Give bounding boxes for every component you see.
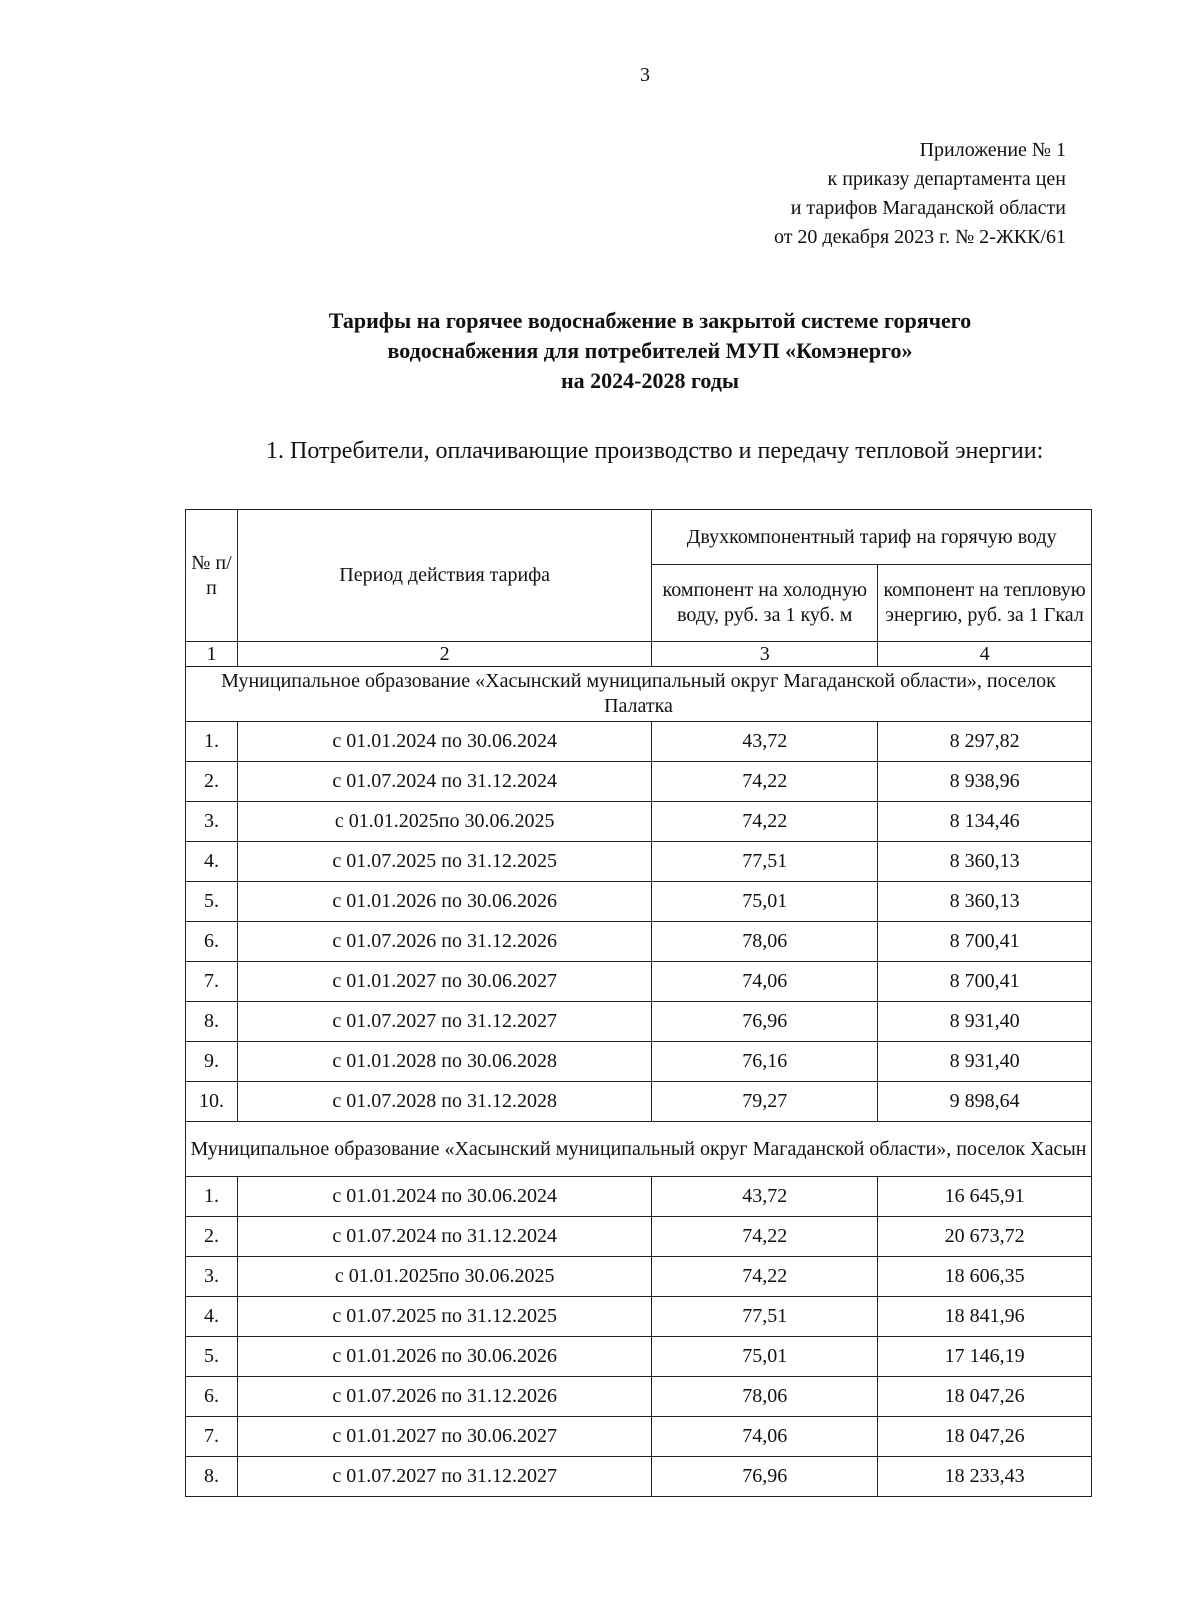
cold-water-value: 77,51 bbox=[652, 1297, 878, 1337]
heat-energy-value: 16 645,91 bbox=[878, 1177, 1092, 1217]
cold-water-value: 76,96 bbox=[652, 1002, 878, 1042]
section-row bbox=[186, 1122, 1092, 1177]
tariff-period: с 01.07.2027 по 31.12.2027 bbox=[237, 1457, 651, 1497]
row-number: 1. bbox=[186, 1177, 238, 1217]
row-number: 5. bbox=[186, 882, 238, 922]
row-number: 3. bbox=[186, 1257, 238, 1297]
cold-water-value: 74,22 bbox=[652, 762, 878, 802]
header-cold-water: компонент на холодную воду, руб. за 1 куб. м bbox=[652, 565, 878, 642]
table-header-row bbox=[186, 510, 1092, 565]
appendix-line: и тарифов Магаданской области bbox=[790, 197, 1066, 219]
table-row bbox=[186, 722, 1092, 762]
heat-energy-value: 8 297,82 bbox=[878, 722, 1092, 762]
heat-energy-value: 8 360,13 bbox=[878, 882, 1092, 922]
document-title bbox=[200, 306, 1100, 396]
header-period: Период действия тарифа bbox=[237, 510, 651, 642]
row-number: 4. bbox=[186, 1297, 238, 1337]
heat-energy-value: 17 146,19 bbox=[878, 1337, 1092, 1377]
heat-energy-value: 18 047,26 bbox=[878, 1377, 1092, 1417]
table-row bbox=[186, 1082, 1092, 1122]
cold-water-value: 75,01 bbox=[652, 1337, 878, 1377]
header-heat-energy: компонент на тепловую энергию, руб. за 1 Гкал bbox=[878, 565, 1092, 642]
page-number: 3 bbox=[640, 64, 650, 86]
appendix-block bbox=[686, 136, 1066, 252]
table-row bbox=[186, 1297, 1092, 1337]
tariff-period: с 01.01.2027 по 30.06.2027 bbox=[237, 1417, 651, 1457]
cold-water-value: 76,16 bbox=[652, 1042, 878, 1082]
heat-energy-value: 8 938,96 bbox=[878, 762, 1092, 802]
table-row bbox=[186, 1337, 1092, 1377]
heat-energy-value: 8 360,13 bbox=[878, 842, 1092, 882]
cold-water-value: 74,06 bbox=[652, 962, 878, 1002]
cold-water-value: 74,22 bbox=[652, 1257, 878, 1297]
header-two-component: Двухкомпонентный тариф на горячую воду bbox=[652, 510, 1092, 565]
table-row bbox=[186, 962, 1092, 1002]
tariff-period: с 01.01.2026 по 30.06.2026 bbox=[237, 882, 651, 922]
column-number: 1 bbox=[186, 642, 238, 667]
title-line: Тарифы на горячее водоснабжение в закрытой системе горячего bbox=[328, 308, 972, 333]
cold-water-value: 79,27 bbox=[652, 1082, 878, 1122]
row-number: 10. bbox=[186, 1082, 238, 1122]
table-row bbox=[186, 802, 1092, 842]
tariff-period: с 01.07.2026 по 31.12.2026 bbox=[237, 922, 651, 962]
row-number: 2. bbox=[186, 1217, 238, 1257]
section-title: Муниципальное образование «Хасынский муниципальный округ Магаданской области», поселок Палатка bbox=[186, 667, 1092, 722]
heat-energy-value: 8 700,41 bbox=[878, 922, 1092, 962]
row-number: 2. bbox=[186, 762, 238, 802]
table-row bbox=[186, 762, 1092, 802]
tariff-period: с 01.07.2025 по 31.12.2025 bbox=[237, 842, 651, 882]
table-row bbox=[186, 1002, 1092, 1042]
cold-water-value: 74,06 bbox=[652, 1417, 878, 1457]
heat-energy-value: 20 673,72 bbox=[878, 1217, 1092, 1257]
tariff-period: с 01.01.2025по 30.06.2025 bbox=[237, 1257, 651, 1297]
appendix-line: Приложение № 1 bbox=[919, 139, 1066, 161]
section-row bbox=[186, 667, 1092, 722]
tariff-period: с 01.07.2025 по 31.12.2025 bbox=[237, 1297, 651, 1337]
heat-energy-value: 8 700,41 bbox=[878, 962, 1092, 1002]
row-number: 4. bbox=[186, 842, 238, 882]
table-row bbox=[186, 1257, 1092, 1297]
table-row bbox=[186, 1417, 1092, 1457]
table-row bbox=[186, 1377, 1092, 1417]
table-row bbox=[186, 922, 1092, 962]
column-number-row bbox=[186, 642, 1092, 667]
heat-energy-value: 8 931,40 bbox=[878, 1042, 1092, 1082]
row-number: 3. bbox=[186, 802, 238, 842]
table-row bbox=[186, 1217, 1092, 1257]
table-row bbox=[186, 882, 1092, 922]
header-num: № п/п bbox=[186, 510, 238, 642]
cold-water-value: 43,72 bbox=[652, 722, 878, 762]
cold-water-value: 75,01 bbox=[652, 882, 878, 922]
tariff-period: с 01.01.2024 по 30.06.2024 bbox=[237, 1177, 651, 1217]
row-number: 6. bbox=[186, 922, 238, 962]
table-row bbox=[186, 1177, 1092, 1217]
tariff-table bbox=[185, 509, 1092, 1497]
heat-energy-value: 18 047,26 bbox=[878, 1417, 1092, 1457]
tariff-period: с 01.01.2028 по 30.06.2028 bbox=[237, 1042, 651, 1082]
tariff-period: с 01.01.2024 по 30.06.2024 bbox=[237, 722, 651, 762]
tariff-period: с 01.07.2024 по 31.12.2024 bbox=[237, 1217, 651, 1257]
intro-paragraph: 1. Потребители, оплачивающие производство и передачу тепловой энергии: bbox=[266, 438, 1044, 464]
tariff-period: с 01.07.2026 по 31.12.2026 bbox=[237, 1377, 651, 1417]
row-number: 6. bbox=[186, 1377, 238, 1417]
cold-water-value: 76,96 bbox=[652, 1457, 878, 1497]
table-row bbox=[186, 1042, 1092, 1082]
appendix-line: к приказу департамента цен bbox=[827, 168, 1066, 190]
row-number: 9. bbox=[186, 1042, 238, 1082]
title-line: на 2024-2028 годы bbox=[560, 368, 740, 393]
cold-water-value: 74,22 bbox=[652, 1217, 878, 1257]
cold-water-value: 77,51 bbox=[652, 842, 878, 882]
heat-energy-value: 18 841,96 bbox=[878, 1297, 1092, 1337]
row-number: 1. bbox=[186, 722, 238, 762]
heat-energy-value: 9 898,64 bbox=[878, 1082, 1092, 1122]
cold-water-value: 78,06 bbox=[652, 1377, 878, 1417]
tariff-period: с 01.01.2026 по 30.06.2026 bbox=[237, 1337, 651, 1377]
row-number: 7. bbox=[186, 1417, 238, 1457]
cold-water-value: 74,22 bbox=[652, 802, 878, 842]
row-number: 7. bbox=[186, 962, 238, 1002]
tariff-period: с 01.07.2027 по 31.12.2027 bbox=[237, 1002, 651, 1042]
column-number: 4 bbox=[878, 642, 1092, 667]
tariff-period: с 01.01.2025по 30.06.2025 bbox=[237, 802, 651, 842]
cold-water-value: 78,06 bbox=[652, 922, 878, 962]
cold-water-value: 43,72 bbox=[652, 1177, 878, 1217]
column-number: 3 bbox=[652, 642, 878, 667]
heat-energy-value: 18 606,35 bbox=[878, 1257, 1092, 1297]
title-line: водоснабжения для потребителей МУП «Комэнерго» bbox=[387, 338, 913, 363]
heat-energy-value: 8 134,46 bbox=[878, 802, 1092, 842]
column-number: 2 bbox=[237, 642, 651, 667]
table-row bbox=[186, 1457, 1092, 1497]
heat-energy-value: 8 931,40 bbox=[878, 1002, 1092, 1042]
tariff-period: с 01.01.2027 по 30.06.2027 bbox=[237, 962, 651, 1002]
row-number: 8. bbox=[186, 1002, 238, 1042]
appendix-line: от 20 декабря 2023 г. № 2-ЖКК/61 bbox=[773, 226, 1066, 248]
row-number: 8. bbox=[186, 1457, 238, 1497]
heat-energy-value: 18 233,43 bbox=[878, 1457, 1092, 1497]
tariff-period: с 01.07.2028 по 31.12.2028 bbox=[237, 1082, 651, 1122]
row-number: 5. bbox=[186, 1337, 238, 1377]
tariff-period: с 01.07.2024 по 31.12.2024 bbox=[237, 762, 651, 802]
section-title: Муниципальное образование «Хасынский муниципальный округ Магаданской области», поселок Хасын bbox=[186, 1122, 1092, 1177]
table-row bbox=[186, 842, 1092, 882]
